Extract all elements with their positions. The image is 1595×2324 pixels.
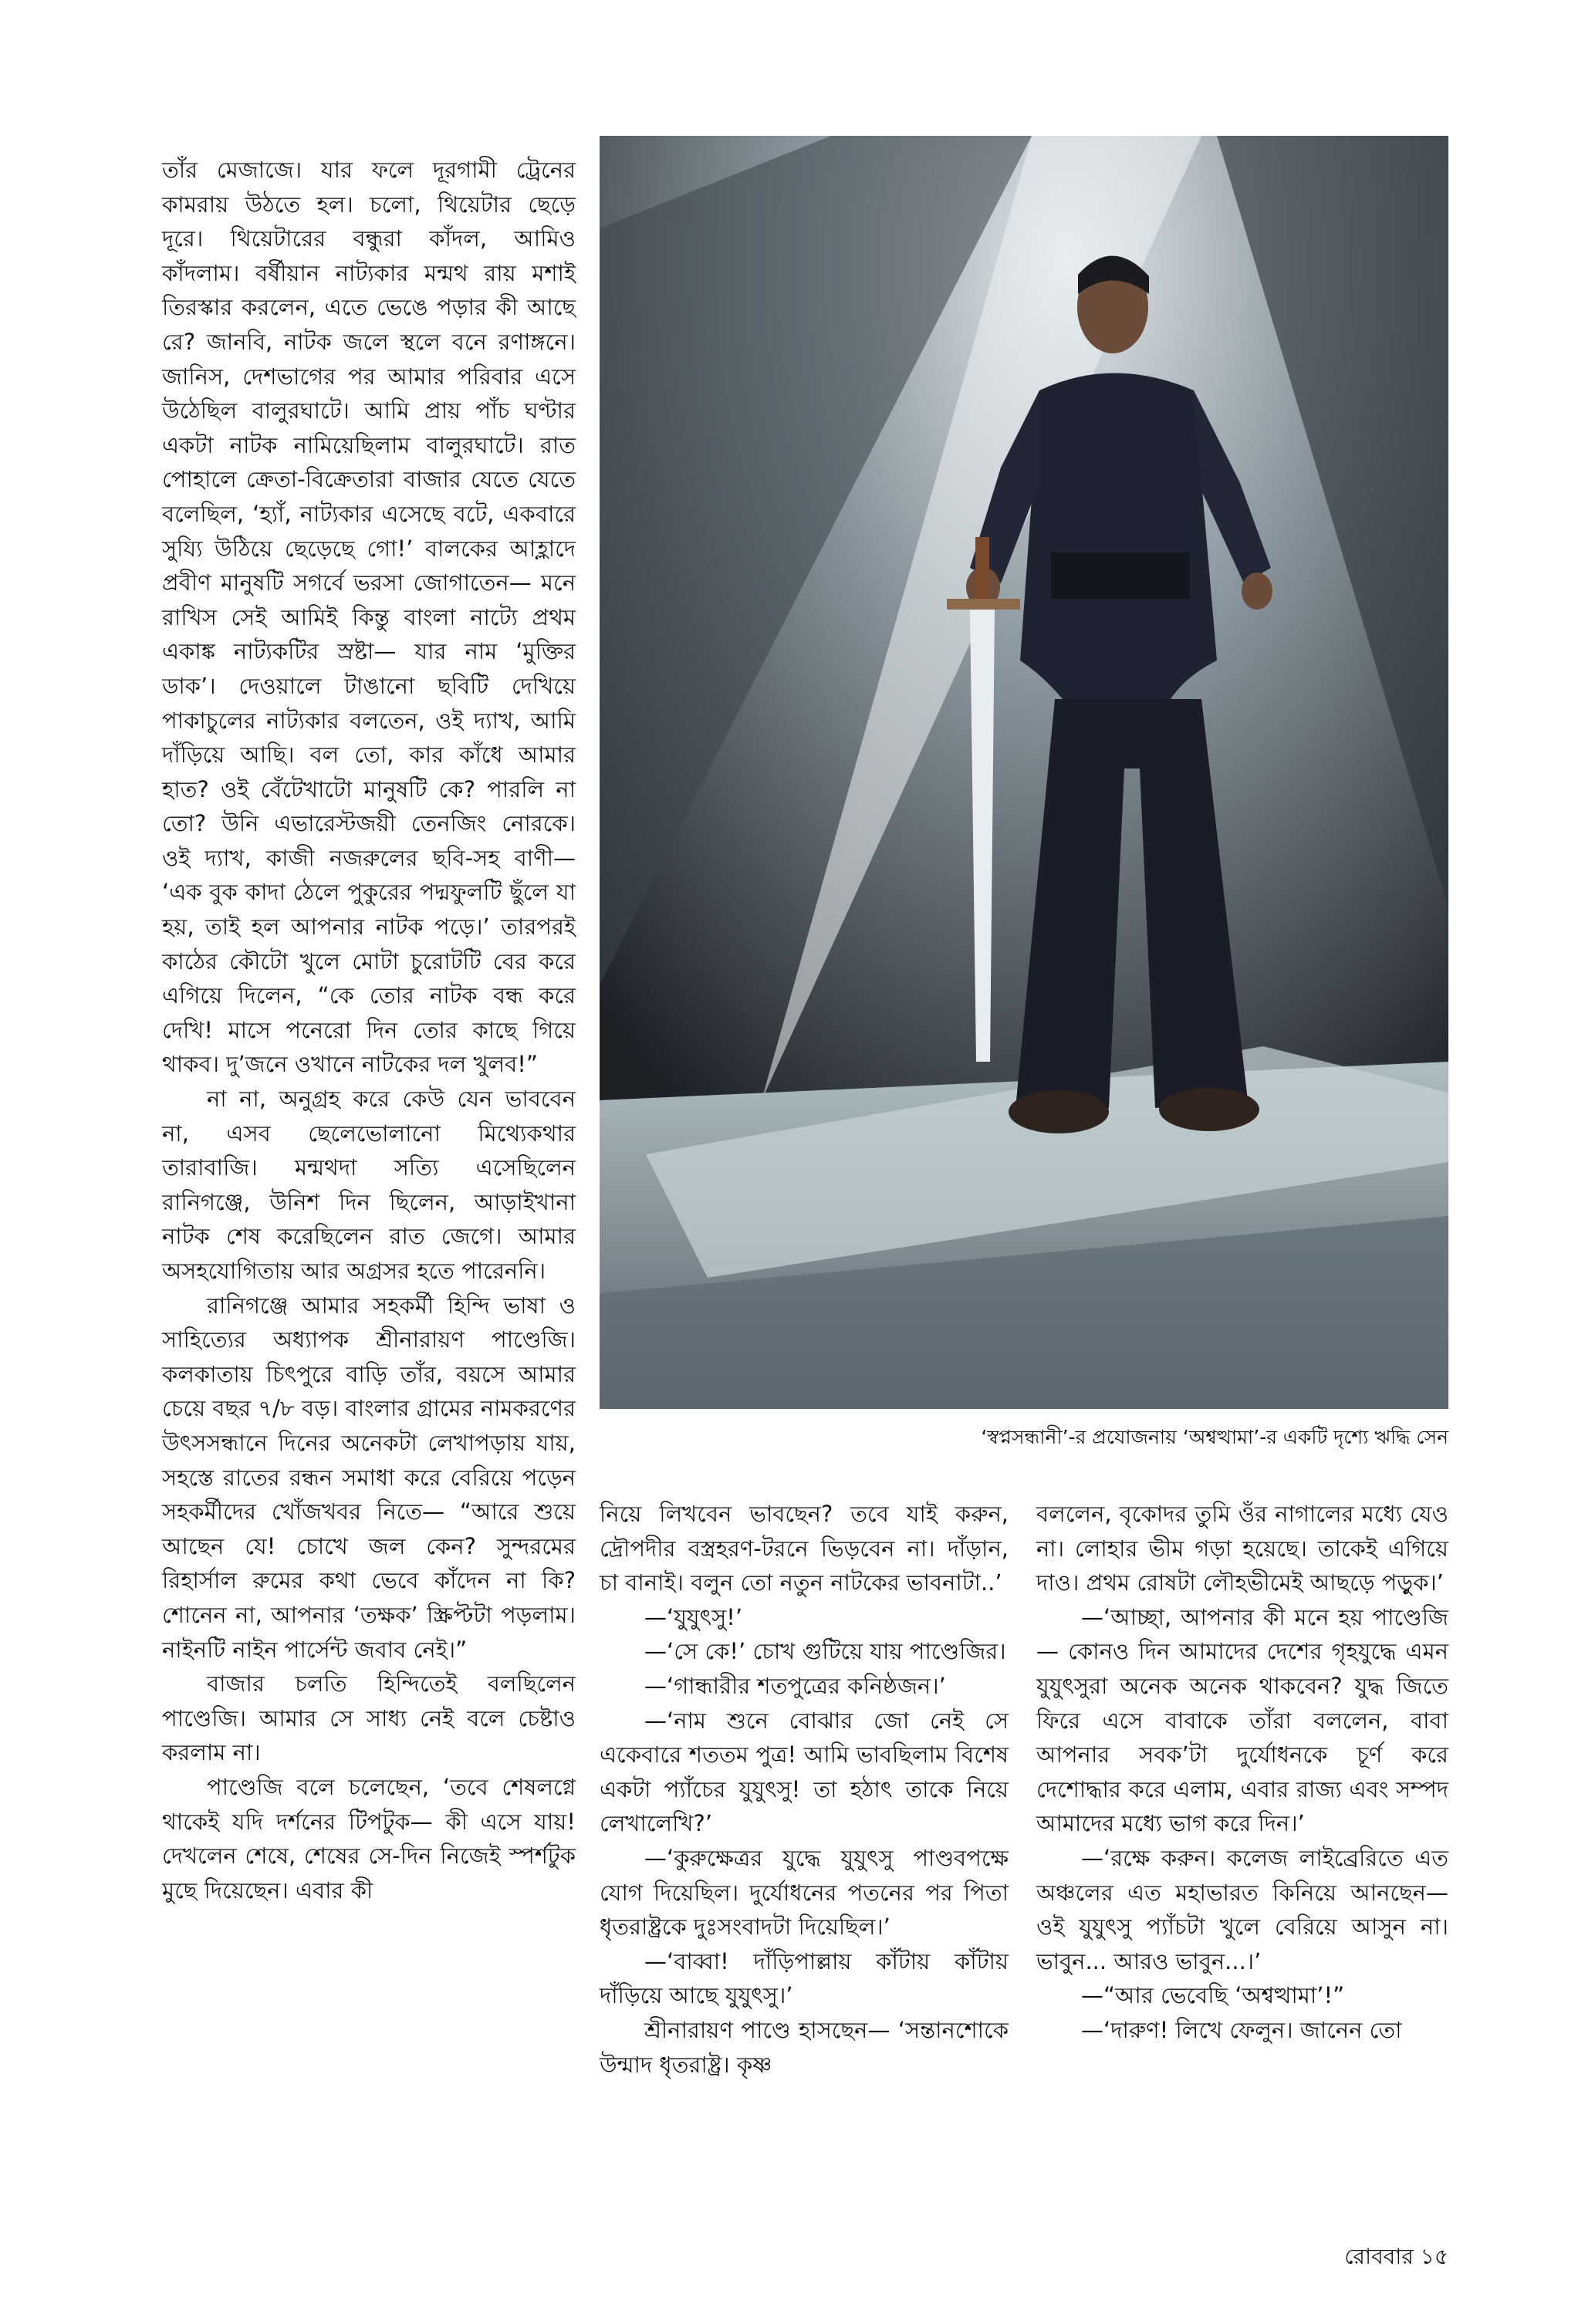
paragraph: না না, অনুগ্রহ করে কেউ যেন ভাববেন না, এসব ছেলেভোলানো মিথ্যেকথার তারাবাজি। মন্মথদা সত্যি এসেছিলেন রানিগঞ্জে, উনিশ দিন ছিলেন, আড়াইখানা নাটক শেষ করেছিলেন রাত জেগে। আমার অসহযোগিতায় আর অগ্রসর হতে পারেননি। (162, 1086, 576, 1284)
paragraph: রানিগঞ্জে আমার সহকর্মী হিন্দি ভাষা ও সাহিত্যের অধ্যাপক শ্রীনারায়ণ পাণ্ডেজি। কলকাতায় চিৎপুরে বাড়ি তাঁর, বয়সে আমার চেয়ে বছর ৭/৮ বড়। বাংলার গ্রামের নামকরণের উৎসসন্ধানে দিনের অনেকটা লেখাপড়ায় যায়, সহস্তে রাতের রন্ধন সমাধা করে বেরিয়ে পড়েন সহকর্মীদের খোঁজখবর নিতে— “আরে শুয়ে আছেন যে! চোখে জল কেন? সুন্দরমের রিহার্সাল রুমের কথা ভেবে কাঁদেন না কি? শোনেন না, আপনার ‘তক্ষক’ স্ক্রিপ্টটা পড়লাম। নাইনটি নাইন পার্সেন্ট জবাব নেই।” (162, 1292, 576, 1663)
paragraph: —‘দারুণ! লিখে ফেলুন। জানেন তো (1081, 2016, 1402, 2043)
paragraph: নিয়ে লিখবেন ভাবছেন? তবে যাই করুন, দ্রৌপদীর বস্ত্রহরণ-টরনে ভিড়বেন না। দাঁড়ান, চা বানাই। বলুন তো নতুন নাটকের ভাবনাটা..’ (600, 1501, 1009, 1596)
paragraph: পাণ্ডেজি বলে চলেছেন, ‘তবে শেষলগ্নে থাকেই যদি দর্শনের টিপটুক— কী এসে যায়! দেখলেন শেষে, শেষের সে-দিন নিজেই স্পর্শটুক মুছে দিয়েছেন। এবার কী (162, 1773, 576, 1903)
paragraph: —‘গান্ধারীর শতপুত্রের কনিষ্ঠজন।’ (644, 1672, 946, 1699)
paragraph: —“আর ভেবেছি ‘অশ্বত্থামা’!” (1081, 1982, 1345, 2009)
photo-caption: ‘স্বপ্নসন্ধানী’-র প্রযোজনায় ‘অশ্বত্থামা’-র একটি দৃশ্যে ঋদ্ধি সেন (981, 1426, 1448, 1448)
paragraph: —‘যুযুৎসু!’ (644, 1603, 743, 1630)
paragraph: —‘রক্ষে করুন। কলেজ লাইব্রেরিতে এত অঞ্চলের এত মহাভারত কিনিয়ে আনছেন— ওই যুযুৎসু প্যাঁচটা খুলে বেরিয়ে আসুন না। ভাবুন... আরও ভাবুন...।’ (1036, 1844, 1448, 1974)
paragraph: —‘কুরুক্ষেত্রর যুদ্ধে যুযুৎসু পাণ্ডবপক্ষে যোগ দিয়েছিল। দুর্যোধনের পতনের পর পিতা ধৃতরাষ্ট্রকে দুঃসংবাদটা দিয়েছিল।’ (600, 1844, 1009, 1941)
stage-photo (600, 136, 1448, 1409)
article-column-1 (162, 153, 576, 1907)
article-column-3 (1036, 1497, 1448, 2048)
paragraph: বললেন, বৃকোদর তুমি ওঁর নাগালের মধ্যে যেও না। লোহার ভীম গড়া হয়েছে। তাকেই এগিয়ে দাও। প্রথম রোষটা লৌহভীমেই আছড়ে পড়ুক।’ (1036, 1501, 1448, 1596)
paragraph: —‘নাম শুনে বোঝার জো নেই সে একেবারে শততম পুত্র! আমি ভাবছিলাম বিশেষ একটা প্যাঁচের যুযুৎসু! তা হঠাৎ তাকে নিয়ে লেখালেখি?’ (600, 1707, 1009, 1837)
paragraph: —‘বাব্বা! দাঁড়িপাল্লায় কাঁটায় কাঁটায় দাঁড়িয়ে আছে যুযুৎসু।’ (600, 1947, 1009, 2009)
paragraph: —‘আচ্ছা, আপনার কী মনে হয় পাণ্ডেজি— কোনও দিন আমাদের দেশের গৃহযুদ্ধে এমন যুযুৎসুরা অনেক অনেক থাকবেন? যুদ্ধ জিতে ফিরে এসে বাবাকে তাঁরা বললেন, বাবা আপনার সবক’টা দুর্যোধনকে চূর্ণ করে দেশোদ্ধার করে এলাম, এবার রাজ্য এবং সম্পদ আমাদের মধ্যে ভাগ করে দিন।’ (1036, 1603, 1448, 1837)
paragraph: শ্রীনারায়ণ পাণ্ডে হাসছেন— ‘সন্তানশোকে উন্মাদ ধৃতরাষ্ট্র। কৃষ্ণ (600, 2016, 1009, 2078)
page-folio: রোববার ১৫ (1344, 2244, 1448, 2269)
actor-with-sword-photo-icon (600, 136, 1448, 1409)
paragraph: বাজার চলতি হিন্দিতেই বলছিলেন পাণ্ডেজি। আমার সে সাধ্য নেই বলে চেষ্টাও করলাম না। (162, 1670, 576, 1766)
paragraph: —‘সে কে!’ চোখ গুটিয়ে যায় পাণ্ডেজির। (644, 1638, 1006, 1665)
article-column-2 (600, 1497, 1009, 2082)
paragraph: তাঁর মেজাজে। যার ফলে দূরগামী ট্রেনের কামরায় উঠতে হল। চলো, থিয়েটার ছেড়ে দূরে। থিয়েটারের বন্ধুরা কাঁদল, আমিও কাঁদলাম। বর্ষীয়ান নাট্যকার মন্মথ রায় মশাই তিরস্কার করলেন, এতে ভেঙে পড়ার কী আছে রে? জানবি, নাটক জলে স্থলে বনে রণাঙ্গনে। জানিস, দেশভাগের পর আমার পরিবার এসে উঠেছিল বালুরঘাটে। আমি প্রায় পাঁচ ঘণ্টার একটা নাটক নামিয়েছিলাম বালুরঘাটে। রাত পোহালে ক্রেতা-বিক্রেতারা বাজার যেতে যেতে বলেছিল, ‘হ্যাঁ, নাট্যকার এসেছে বটে, একবারে সুয্যি উঠিয়ে ছেড়েছে গো!’ বালকের আহ্লাদে প্রবীণ মানুষটি সগর্বে ভরসা জোগাতেন— মনে রাখিস সেই আমিই কিন্তু বাংলা নাট্যে প্রথম একাঙ্ক নাট্যকটির স্রষ্টা— যার নাম ‘মুক্তির ডাক’। দেওয়ালে টাঙানো ছবিটি দেখিয়ে পাকাচুলের নাট্যকার বলতেন, ওই দ্যাখ, আমি দাঁড়িয়ে আছি। বল তো, কার কাঁধে আমার হাত? ওই বেঁটেখাটো মানুষটি কে? পারলি না তো? উনি এভারেস্টজয়ী তেনজিং নোরকে। ওই দ্যাখ, কাজী নজরুলের ছবি-সহ বাণী— ‘এক বুক কাদা ঠেলে পুকুরের পদ্মফুলটি ছুঁলে যা হয়, তাই হল আপনার নাটক পড়ে।’ তারপরই কাঠের কৌটো খুলে মোটা চুরোটটি বের করে এগিয়ে দিলেন, “কে তোর নাটক বন্ধ করে দেখি! মাসে পনেরো দিন তোর কাছে গিয়ে থাকব। দু’জনে ওখানে নাটকের দল খুলব!” (162, 157, 576, 1078)
